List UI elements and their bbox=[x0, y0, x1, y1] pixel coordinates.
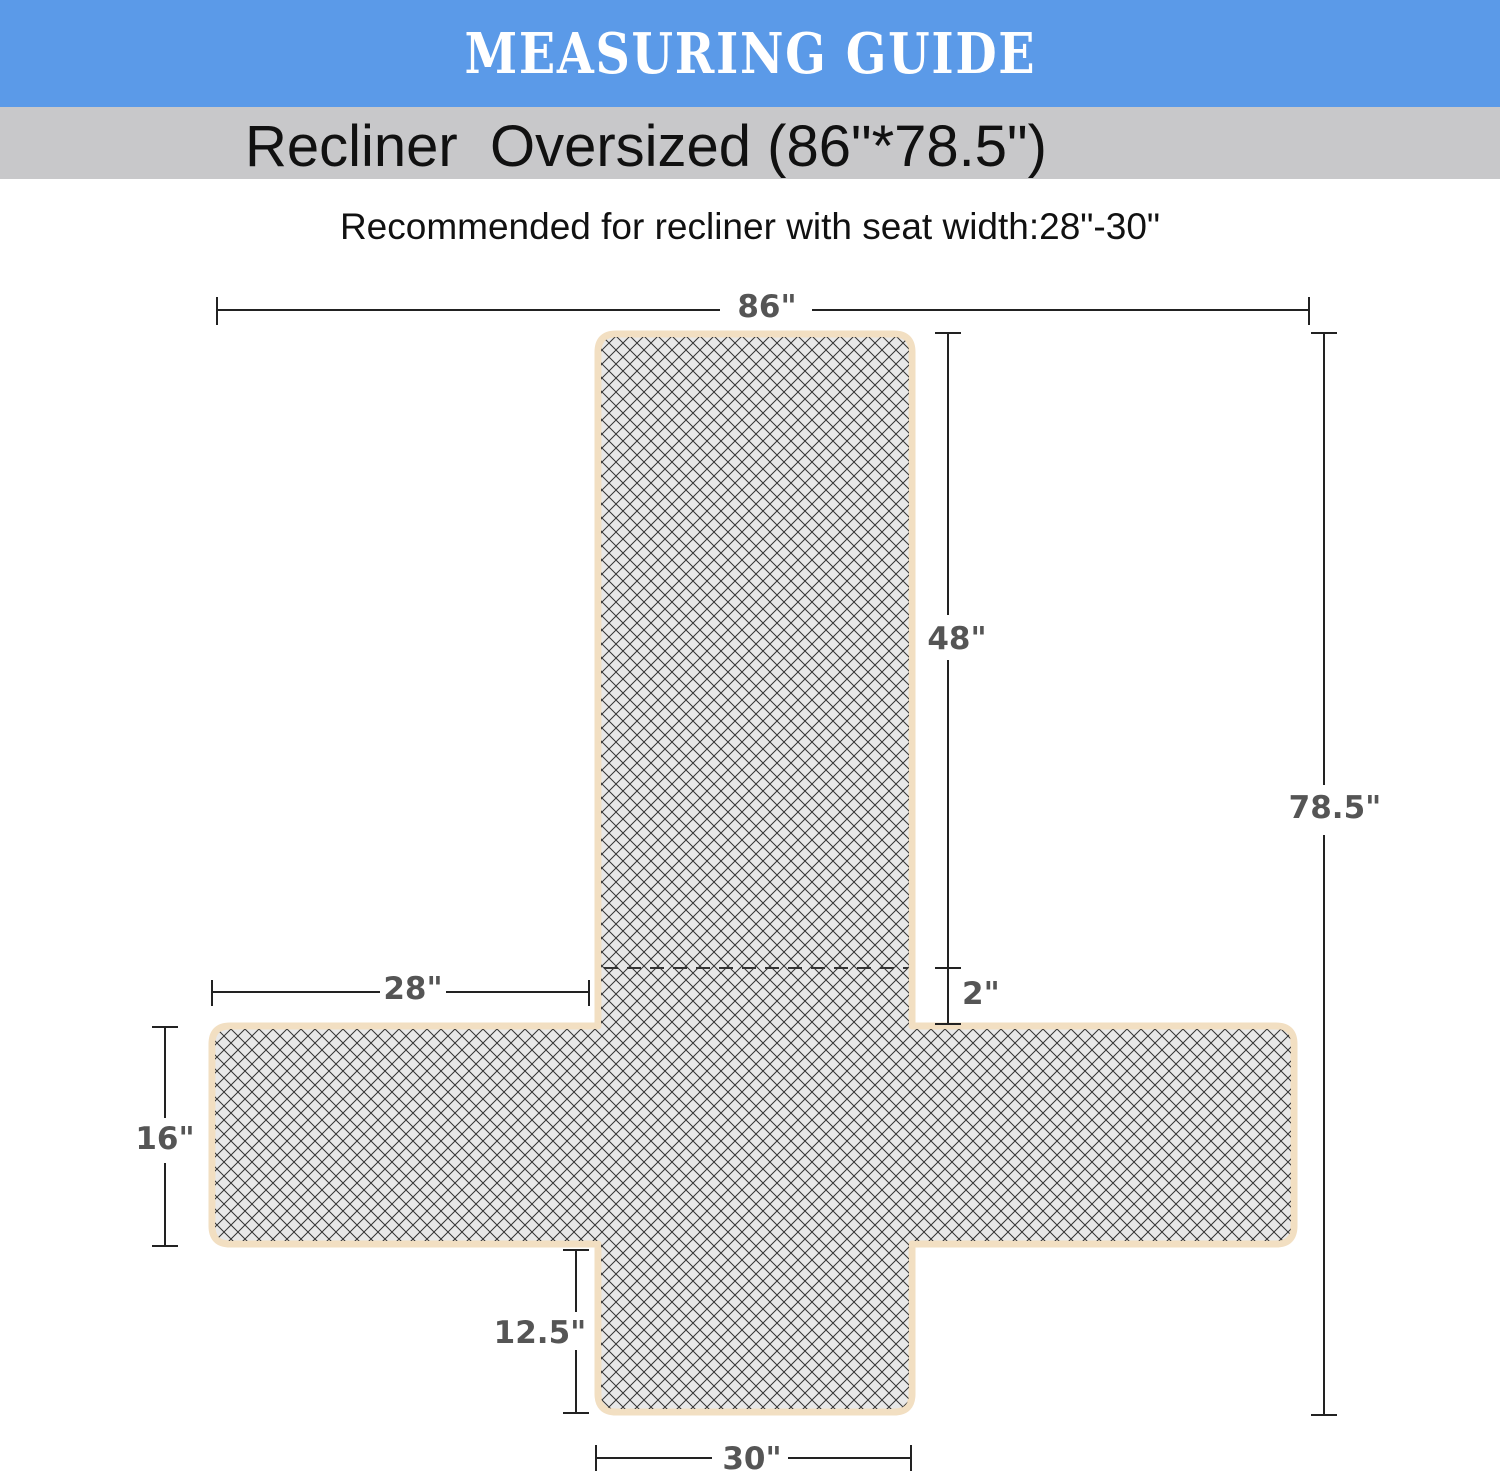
dim-arm-length bbox=[212, 971, 589, 1007]
label-backrest: 48" bbox=[927, 621, 987, 657]
label-seat-width: 30" bbox=[722, 1441, 782, 1474]
label-footrest: 12.5" bbox=[493, 1315, 587, 1351]
dim-total-length bbox=[1289, 333, 1382, 1415]
label-arm-width: 16" bbox=[135, 1121, 195, 1157]
label-arm-length: 28" bbox=[383, 971, 443, 1007]
dim-total-width bbox=[217, 289, 1309, 325]
dim-backrest bbox=[927, 333, 986, 968]
product-title: Recliner Oversized (86"*78.5") bbox=[245, 114, 1047, 179]
dim-seat-width bbox=[596, 1441, 911, 1474]
page-title: MEASURING GUIDE bbox=[464, 20, 1036, 87]
cover-quilt-pattern bbox=[215, 337, 1291, 1409]
label-gap: 2" bbox=[962, 976, 1000, 1012]
dim-arm-width bbox=[135, 1027, 194, 1246]
label-total-width: 86" bbox=[737, 289, 797, 325]
label-total-length: 78.5" bbox=[1288, 790, 1382, 826]
dim-gap bbox=[935, 968, 1000, 1024]
recliner-cover bbox=[212, 334, 1294, 1412]
dim-footrest bbox=[494, 1250, 589, 1413]
recommendation-note: Recommended for recliner with seat width:28"-30" bbox=[339, 206, 1161, 247]
